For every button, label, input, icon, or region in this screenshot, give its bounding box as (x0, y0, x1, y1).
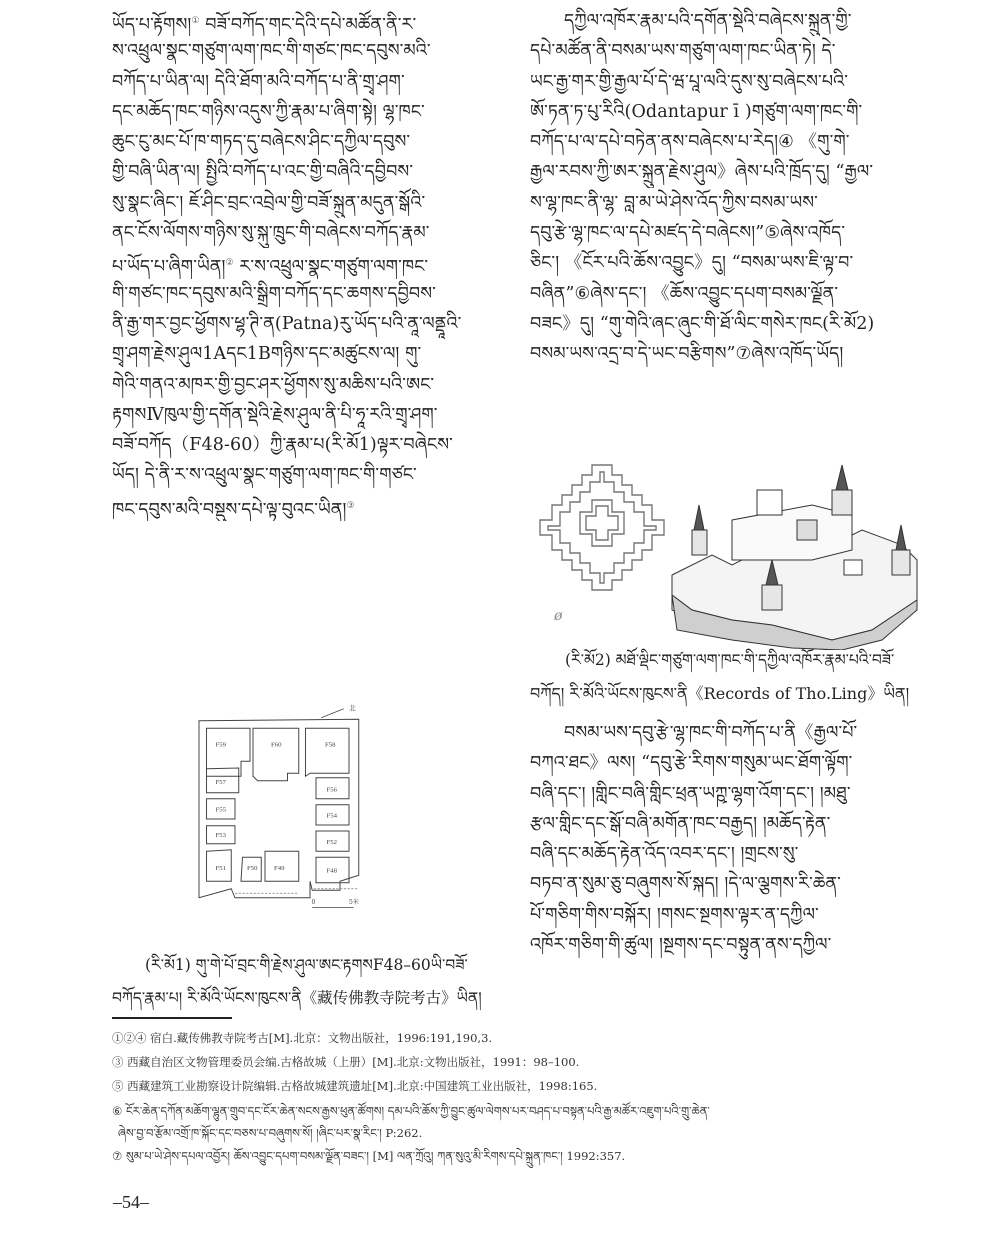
figure-2-caption: (རི་མོ2) མཐོ་ལྡིང་གཙུག་ལག་ཁང་གི་དཀྱིལ་འཁོར་རྣམ་པའི་བཟོ་ (565, 651, 895, 669)
text-line: བཞི་དང་མཆོད་རྟེན་འོད་འབར་དང་། །གྲངས་སུ་ (530, 844, 799, 865)
text-line: དབུ་རྩེ་ལྷ་ཁང་ལ་དཔེ་མཛད་དེ་བཞེངས།”⑤ཞེས་འཁོད་ (530, 223, 846, 244)
text-line: བཞིན”⑥ཞེས་དང་། 《ཆོས་འབྱུང་དཔག་བསམ་ལྗོན་ (530, 283, 839, 304)
room-label: F48 (326, 867, 338, 875)
footnote: ⑤ 西藏建筑工业勘察设计院编辑.古格故城建筑遗址[M].北京:中国建筑工业出版社，1998:165. (112, 1079, 598, 1093)
left-column (112, 6, 514, 521)
text-line: གི་གཙང་ཁང་དབུས་མའི་སྒྲིག་བཀོད་དང་ཆགས་དབྱིབས་ (112, 283, 436, 304)
scale-bar (312, 898, 359, 908)
text-line: སུ་སྣང་ཞིང་། ཇོ་ཤིང་བྲང་འབྲེལ་གྱི་བཟོ་སྐྲུན་མདུན་སྒོའི་ (112, 192, 426, 213)
text-line: འཁོར་གཅིག་གི་ཚུལ། །སྔགས་དང་བསྟུན་ནས་དཀྱིལ་ (530, 935, 832, 956)
room-label: F58 (325, 741, 336, 749)
room-label: F54 (326, 812, 338, 820)
text-line: བཟང》དུ། “གུ་གེའི་ཞང་ཞུང་གི་ཐོ་ལིང་གསེར་ཁང(རི་མོ2) (530, 313, 875, 334)
text-line: ཡོད། དེ་ནི་ར་ས་འཕྲུལ་སྣང་གཙུག་ལག་ཁང་གི་གཙང་ (112, 465, 417, 486)
north-symbol: ø (554, 608, 563, 624)
text-line: བཟོ་བཀོད（F48-60）ཀྱི་རྣམ་པ(རི་མོ1)ལྟར་བཞེངས་ (112, 435, 453, 456)
text-line: ཆུང་ངུ་མང་པོ་ཁ་གཏད་དུ་བཞེངས་ཤིང་དཀྱིལ་དབུས་ (112, 132, 411, 153)
mandala-plan (540, 465, 664, 590)
footnote-separator (112, 1017, 232, 1019)
page-number: –54– (113, 1192, 149, 1212)
footnote-continued: ཞེས་བྱ་བ་རྩོམ་འགྲོ་ཁ་སྐོང་དང་བཅས་པ་བཞུགས་སོ། །ཞིང་པར་སྣ་རིང་། P:262. (118, 1126, 423, 1140)
text-line: བཀའ་ཐང》ལས། “དབུ་རྩེ་རིགས་གསུམ་ཡང་ཐོག་ལྟོག་ (530, 753, 853, 774)
footnote: ⑥ ངོར་ཆེན་དཀོན་མཆོག་ལྷུན་གྲུབ་དང་ངོར་ཆེན་སངས་རྒྱས་ཕུན་ཚོགས། དམ་པའི་ཆོས་ཀྱི་བྱུང་ཚུལ་ལེགས་པར་བཤད་པ་བསྟན་པའི་རྒྱ་མཚོར་འཇུག་པའི་གྲུ་ཆེན་ (112, 1104, 710, 1118)
room-label: F53 (215, 832, 227, 839)
figure-2-caption-source: བཀོད། རི་མོའི་ཡོངས་ཁུངས་ནི《Records of Tho.Ling》ཡིན། (530, 684, 910, 703)
room-label: F57 (215, 778, 227, 786)
isometric-temple (672, 465, 917, 650)
text-line: བཀོད་པ་ཡིན་ལ། དེའི་ཐོག་མའི་བཀོད་པ་ནི་གྲྭ་ཤག་ (112, 71, 405, 92)
text-line: དཀྱིལ་འཁོར་རྣམ་པའི་དགོན་སྡེའི་བཞེངས་སྐྲུན་གྱི་ (564, 11, 852, 31)
text-line: ས་འཕྲུལ་སྣང་གཙུག་ལག་ཁང་གི་གཙང་ཁང་དབུས་མའི་ (112, 41, 431, 62)
room-label: F52 (326, 838, 338, 846)
text-line: བསམ་ཡས་འདྲ་བ་དེ་ཡང་བརྩིགས”⑦ཞེས་འཁོད་ཡོད། (530, 344, 844, 365)
room-label: F60 (271, 741, 282, 749)
svg-text:0: 0 (311, 898, 316, 906)
footnote: ⑦ སུམ་པ་ཡེ་ཤེས་དཔལ་འབྱོར། ཆོས་འབྱུང་དཔག་བསམ་ལྗོན་བཟང་། [M] ལན་ཀྲོའུ། ཀན་སུའུ་མི་རིགས་དཔེ་སྐྲུན་ཁང་། 1992:357. (112, 1149, 626, 1163)
figure-1-caption-source: བཀོད་རྣམ་པ། རི་མོའི་ཡོངས་ཁུངས་ནི《藏传佛教寺院考古》ཡིན། (112, 989, 482, 1007)
footnote: ③ 西藏自治区文物管理委员会编.古格故城（上册）[M].北京:文物出版社，1991：98–100. (112, 1055, 580, 1069)
room-label: F50 (247, 865, 258, 872)
text-line: རྟགསⅣཁུལ་གྱི་དགོན་སྡེའི་རྗེས་ཤུལ་ནི་པི་ཧཱ་རའི་གྲྭ་ཤག་ (112, 404, 438, 425)
text-line: བཏབ་ན་སུམ་ཅུ་བཞུགས་སོ་སྐད། །དེ་ལ་ལྕགས་རི་ཆེན་ (530, 874, 841, 895)
text-line: ཅིང་། 《ངོར་པའི་ཆོས་འབྱུང》དུ། “བསམ་ཡས་ཇི་ལྟ་བ་ (530, 253, 854, 274)
text-line: རྩལ་གླིང་དང་སྒོ་བཞི་མགོན་ཁང་བརྒྱད། །མཆོད་རྟེན་ (530, 813, 831, 834)
text-line: ནང་ངོས་ལོགས་གཉིས་སུ་སྐུ་ཁྲུང་གི་བཞེངས་བཀོད་རྣམ་ (112, 223, 430, 244)
text-line: ས་ལྷ་ཁང་ནི་ལྷ་ བླ་མ་ཡེ་ཤེས་འོད་ཀྱིས་བསམ་ཡས་ (530, 192, 818, 213)
text-line: གེའི་གནའ་མཁར་གྱི་བྱང་ཤར་ཕྱོགས་སུ་མཆིས་པའི་ཨང་ (112, 374, 435, 395)
figure-1-caption: (རི་མོ1) གུ་གེ་པོ་བྲང་གི་རྗེས་ཤུལ་ཨང་རྟགསF48–60ཡི་བཟོ་ (145, 956, 468, 974)
text-line: ཡོད་པ་རྟོགས།① བཟོ་བཀོད་གང་དེའི་དཔེ་མཚོན་ནི་ར་ (112, 14, 417, 35)
figure-2-illustration (532, 460, 922, 650)
footnote: ①②④ 宿白.藏传佛教寺院考古[M].北京：文物出版社，1996:191,190,3. (112, 1031, 493, 1045)
north-arrow (321, 703, 356, 718)
text-line: ཡང་རྒྱ་གར་གྱི་རྒྱལ་པོ་དེ་ཝ་པཱ་ལའི་དུས་སུ་བཞེངས་པའི་ (530, 71, 849, 92)
right-column (530, 6, 932, 370)
room-label: F51 (215, 865, 227, 872)
text-line: བཀོད་པ་ལ་དཔེ་བཏེན་ནས་བཞེངས་པ་རེད།④ 《གུ་གེ་ (530, 132, 850, 153)
room-label: F49 (274, 865, 285, 872)
text-line: ཁང་དབུས་མའི་བསྡུས་དཔེ་ལྟ་བུའང་ཡིན།③ (112, 499, 355, 520)
text-line: པོ་གཅིག་གིས་བསྐོར། །གསང་སྔགས་ལྟར་ན་དཀྱིལ་ (530, 904, 819, 925)
svg-text:5米: 5米 (349, 898, 359, 906)
north-label: 北 (349, 704, 356, 713)
text-line: རྒྱལ་རབས་ཀྱི་ཨར་སྐྲུན་རྗེས་ཤུལ》ཞེས་པའི་ཁྲོད་དུ། “རྒྱལ་ (530, 162, 874, 183)
text-line: དང་མཆོད་ཁང་གཉིས་འདུས་ཀྱི་རྣམ་པ་ཞིག་སྟེ། ལྷ་ཁང་ (112, 101, 425, 122)
text-line: དཔེ་མཚོན་ནི་བསམ་ཡས་གཙུག་ལག་ཁང་ཡིན་ཏེ། དེ་ (530, 41, 836, 62)
text-line: གྱི་བཞི་ཡིན་ལ། སྤྱིའི་བཀོད་པ་འང་གྱི་བཞིའི་དབྱིབས་ (112, 162, 414, 183)
text-line: གྲྭ་ཤག་རྗེས་ཤུལ1Aདང1Bགཉིས་དང་མཚུངས་ལ། གུ་ (112, 344, 422, 365)
text-line: ཨོ་ཏན་ཏ་པུ་རིའི(Odantapur ī )གཙུག་ལག་ཁང་གི་ (530, 101, 863, 122)
figure-1-floor-plan (190, 676, 430, 944)
text-line: བསམ་ཡས་དབུ་རྩེ་ལྷ་ཁང་གི་བཀོད་པ་ནི《རྒྱལ་པོ་ (564, 723, 858, 743)
text-line: བཞི་དང་། །གླིང་བཞི་གླིང་ཕྲན་ཡཀྵ་ལྷག་འོག་དང་། །མཐུ་ (530, 783, 851, 804)
right-column-lower (530, 718, 932, 960)
text-line: ནི་རྒྱ་གར་བྱང་ཕྱོགས་ཕྷ་ཊི་ན(Patna)རུ་ཡོད་པའི་ནཱ་ལནྡཱའི་ (112, 313, 462, 334)
text-line: པ་ཡོད་པ་ཞིག་ཡིན།② ར་ས་འཕྲུལ་སྣང་གཙུག་ལག་ཁང་ (112, 257, 429, 278)
room-label: F55 (215, 806, 227, 814)
room-label: F56 (326, 786, 338, 794)
room-label: F59 (215, 741, 227, 749)
